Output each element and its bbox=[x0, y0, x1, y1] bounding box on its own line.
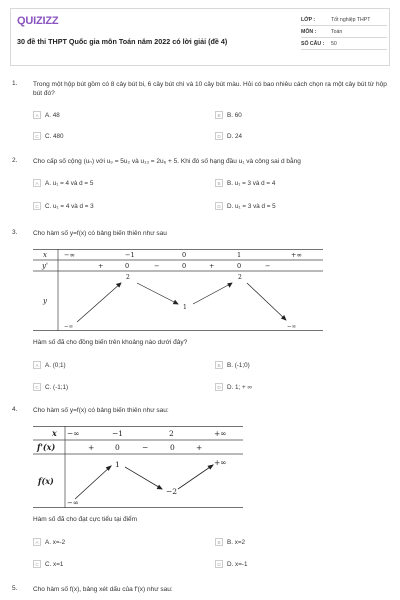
option-b[interactable] bbox=[215, 109, 365, 121]
option-text: B. (-1;0) bbox=[227, 361, 250, 369]
option-c[interactable] bbox=[33, 558, 183, 570]
y-value: 1 bbox=[115, 460, 120, 469]
question-text: Cho cấp số cộng (uₙ) với u₉ = 5u₂ và u₁₃ = 2u₆ + 5. Khi đó số hạng đầu u₁ và công sai d bằng bbox=[33, 158, 301, 165]
option-letter-box: C bbox=[33, 202, 41, 210]
sign: + bbox=[98, 262, 104, 270]
sign: + bbox=[88, 443, 95, 452]
option-text: C. u₁ = 4 và d = 3 bbox=[45, 202, 94, 210]
option-text: A. 48 bbox=[45, 111, 60, 119]
worksheet-title: 30 đề thi THPT Quốc gia môn Toán năm 2022 có lời giải (đề 4) bbox=[17, 37, 228, 46]
option-letter-box: A bbox=[33, 361, 41, 369]
meta-row-subject bbox=[301, 26, 387, 38]
meta-key: LỚP : bbox=[301, 16, 316, 23]
option-a[interactable] bbox=[33, 109, 183, 121]
meta-key: MÔN : bbox=[301, 28, 317, 35]
option-letter-box: D bbox=[215, 560, 223, 568]
question-number: 4. bbox=[12, 406, 18, 413]
x-value: 1 bbox=[237, 251, 242, 259]
y-value: 2 bbox=[238, 274, 242, 281]
x-value: 0 bbox=[182, 251, 187, 259]
option-c[interactable] bbox=[33, 381, 183, 393]
option-letter-box: D bbox=[215, 132, 223, 140]
x-value: −1 bbox=[112, 429, 124, 438]
option-text: D. u₁ = 3 và d = 5 bbox=[227, 202, 276, 210]
x-value: −∞ bbox=[64, 251, 75, 259]
meta-row-class bbox=[301, 14, 387, 26]
sign: 0 bbox=[237, 262, 242, 270]
option-letter-box: C bbox=[33, 383, 41, 391]
option-letter-box: A bbox=[33, 538, 41, 546]
option-letter-box: B bbox=[215, 111, 223, 119]
sign: − bbox=[154, 262, 160, 270]
question-number: 3. bbox=[12, 229, 18, 236]
option-c[interactable] bbox=[33, 130, 183, 142]
option-d[interactable] bbox=[215, 558, 365, 570]
sign: + bbox=[196, 443, 203, 452]
option-text: C. 480 bbox=[45, 132, 64, 140]
question-text: Cho hàm số y=f(x) có bảng biến thiên như sau: bbox=[33, 407, 169, 414]
option-letter-box: A bbox=[33, 111, 41, 119]
worksheet-header bbox=[10, 8, 390, 66]
sign: 0 bbox=[182, 262, 187, 270]
option-text: A. (0;1) bbox=[45, 361, 66, 369]
option-letter-box: B bbox=[215, 179, 223, 187]
sign: 0 bbox=[125, 262, 130, 270]
x-value: 2 bbox=[169, 429, 174, 438]
option-a[interactable] bbox=[33, 359, 183, 371]
option-letter-box: D bbox=[215, 202, 223, 210]
option-a[interactable] bbox=[33, 536, 183, 548]
question-number: 2. bbox=[12, 157, 18, 164]
x-value: +∞ bbox=[214, 429, 227, 438]
y-value: −∞ bbox=[67, 499, 79, 507]
x-value: −1 bbox=[125, 251, 135, 259]
y-value: −∞ bbox=[287, 324, 297, 330]
option-d[interactable] bbox=[215, 200, 365, 212]
option-letter-box: C bbox=[33, 132, 41, 140]
table-derivative-label: y' bbox=[42, 262, 48, 270]
option-letter-box: A bbox=[33, 179, 41, 187]
sign: 0 bbox=[115, 443, 120, 452]
table-derivative-label: f'(x) bbox=[37, 442, 56, 452]
question-subtext: Hàm số đã cho đạt cực tiểu tại điểm bbox=[33, 516, 138, 523]
option-text: B. 60 bbox=[227, 111, 242, 119]
meta-key: SỐ CÂU : bbox=[301, 40, 325, 47]
question-number: 5. bbox=[12, 585, 18, 592]
option-a[interactable] bbox=[33, 177, 183, 189]
y-value: 1 bbox=[183, 304, 187, 311]
option-d[interactable] bbox=[215, 381, 365, 393]
table-x-label: x bbox=[52, 428, 57, 438]
meta-row-count bbox=[301, 38, 387, 50]
option-c[interactable] bbox=[33, 200, 183, 212]
variation-table bbox=[33, 426, 243, 510]
sign: − bbox=[142, 443, 149, 452]
sign: 0 bbox=[170, 443, 175, 452]
option-d[interactable] bbox=[215, 130, 365, 142]
quizizz-logo: QUIZIZZ bbox=[17, 15, 59, 27]
option-b[interactable] bbox=[215, 177, 365, 189]
option-text: C. (-1;1) bbox=[45, 383, 69, 391]
table-function-label: y bbox=[43, 297, 47, 305]
y-value: −2 bbox=[166, 487, 178, 496]
option-letter-box: B bbox=[215, 538, 223, 546]
y-value: −∞ bbox=[64, 324, 74, 330]
y-value: +∞ bbox=[214, 458, 227, 467]
table-function-label: f(x) bbox=[38, 476, 54, 486]
option-text: C. x=1 bbox=[45, 560, 64, 568]
option-letter-box: B bbox=[215, 361, 223, 369]
question-subtext: Hàm số đã cho đồng biến trên khoảng nào dưới đây? bbox=[33, 339, 188, 346]
meta-value: Tốt nghiệp THPT bbox=[331, 16, 371, 23]
option-text: B. x=2 bbox=[227, 538, 246, 546]
option-text: D. x=-1 bbox=[227, 560, 248, 568]
option-text: A. u₁ = 4 và d = 5 bbox=[45, 179, 94, 187]
option-text: A. x=-2 bbox=[45, 538, 66, 546]
meta-value: 50 bbox=[331, 40, 337, 47]
y-value: 2 bbox=[126, 274, 130, 281]
sign: + bbox=[209, 262, 215, 270]
option-b[interactable] bbox=[215, 359, 365, 371]
table-x-label: x bbox=[43, 251, 47, 259]
worksheet-meta bbox=[301, 14, 387, 50]
option-b[interactable] bbox=[215, 536, 365, 548]
option-letter-box: C bbox=[33, 560, 41, 568]
meta-value: Toán bbox=[331, 28, 343, 35]
option-letter-box: D bbox=[215, 383, 223, 391]
question-text: Trong một hộp bút gồm có 8 cây bút bi, 6 cây bút chì và 10 cây bút màu. Hỏi có bao nhiêu cách chọn ra một cây bút từ hộp bút đó? bbox=[33, 81, 387, 97]
variation-table bbox=[33, 249, 323, 333]
question-text: Cho hàm số f(x), bảng xét dấu của f'(x) như sau: bbox=[33, 586, 173, 593]
question-text: Cho hàm số y=f(x) có bảng biến thiên như sau bbox=[33, 230, 167, 237]
sign: − bbox=[265, 262, 271, 270]
option-text: B. u₁ = 3 và d = 4 bbox=[227, 179, 276, 187]
x-value: +∞ bbox=[291, 251, 302, 259]
option-text: D. 24 bbox=[227, 132, 243, 140]
option-text: D. 1; + ∞ bbox=[227, 383, 252, 391]
question-number: 1. bbox=[12, 80, 18, 87]
x-value: −∞ bbox=[67, 429, 80, 438]
